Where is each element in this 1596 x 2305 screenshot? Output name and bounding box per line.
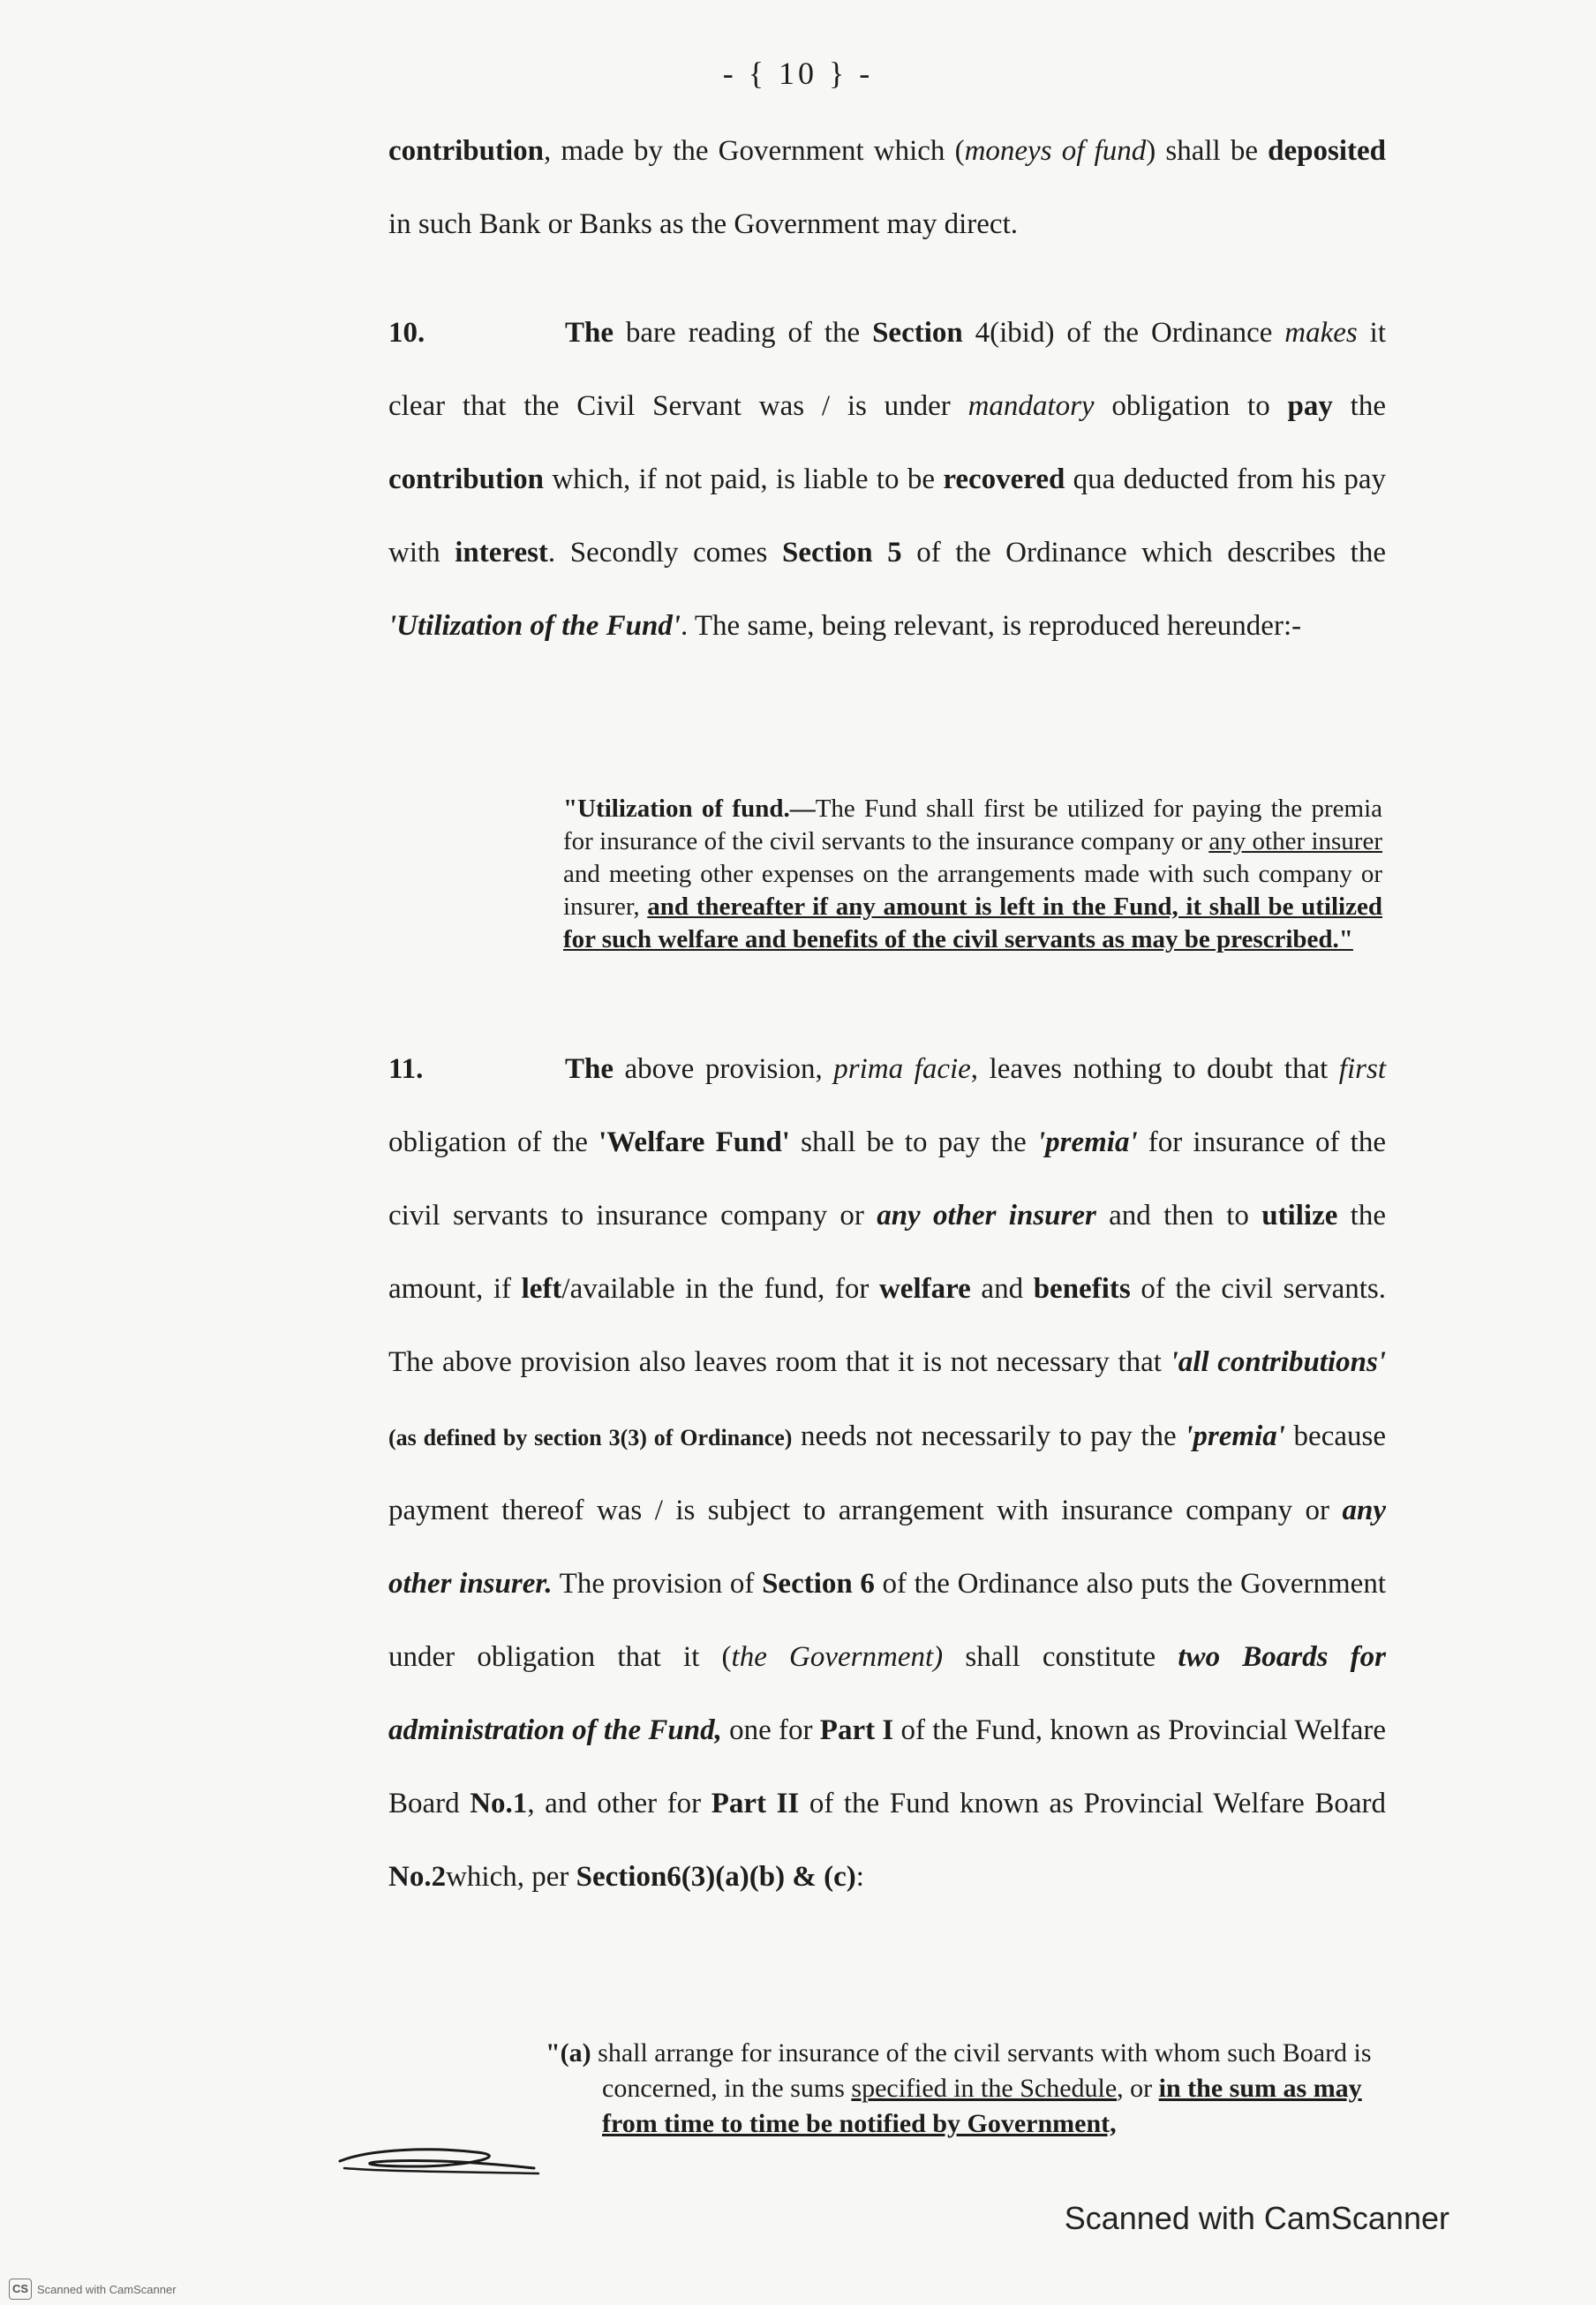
text-bold: Part I <box>819 1714 894 1746</box>
text-contribution: contribution <box>388 135 545 167</box>
text: and <box>970 1273 1034 1305</box>
text: 4(ibid) of the Ordinance <box>962 317 1285 349</box>
text: it clear that the Civil Servant was / is under <box>388 317 1386 422</box>
paragraph-number: 11. <box>388 1053 424 1085</box>
text-bold-italic: 'premia' <box>1036 1126 1138 1158</box>
text-bold: No.2 <box>388 1861 447 1893</box>
scanner-badge <box>9 2279 177 2300</box>
text: . The same, being relevant, is reproduced hereunder:- <box>681 610 1302 642</box>
text-bold: deposited <box>1268 135 1386 167</box>
text-bold: Section6(3)(a)(b) & (c) <box>576 1861 856 1893</box>
text-bold-small: (as defined by section 3(3) of Ordinance) <box>388 1425 793 1450</box>
scanner-badge-text: Scanned with CamScanner <box>37 2282 177 2296</box>
paragraph-11 <box>388 1033 1386 1914</box>
text: needs not necessarily to pay the <box>792 1420 1186 1452</box>
text: one for <box>721 1714 820 1746</box>
text: shall constitute <box>943 1641 1178 1673</box>
text: obligation to <box>1094 390 1288 422</box>
text-bold: contribution <box>388 463 545 495</box>
text-bold: interest <box>455 537 548 569</box>
text-underlined: specified in the Schedule <box>851 2074 1118 2103</box>
text: qua deducted from his pay with <box>388 463 1387 569</box>
text: the <box>1332 390 1386 422</box>
quote-heading: "Utilization of fund.— <box>563 795 816 823</box>
paragraph-10 <box>388 297 1386 663</box>
text-italic: prima facie <box>833 1053 971 1085</box>
text: shall arrange for insurance of the civil servants with whom such Board is concerned, in the sums <box>591 2038 1372 2103</box>
text-bold-italic: two Boards for administration of the Fund, <box>388 1641 1386 1746</box>
text-bold-italic: any other insurer <box>877 1200 1096 1232</box>
paragraph-continuation <box>388 115 1386 261</box>
text: of the civil servants. The above provision also leaves room that it is not necessary that <box>388 1273 1387 1378</box>
text-bold-underlined: and thereafter if any amount is left in the Fund, it shall be utilized for such welfare and benefits of the civil servants as may be prescribed." <box>563 893 1382 953</box>
text: and then to <box>1095 1200 1262 1232</box>
text: /available in the fund, for <box>561 1273 879 1305</box>
text: obligation of the <box>388 1126 599 1158</box>
text-italic: the Government) <box>731 1641 944 1673</box>
text-bold: The <box>565 1053 614 1085</box>
text-bold: utilize <box>1261 1200 1338 1232</box>
text: the amount, if <box>388 1200 1386 1305</box>
text-bold-underlined: in the sum as may from time to time be notified by Government, <box>602 2074 1362 2138</box>
text-bold: 'Welfare Fund' <box>598 1126 790 1158</box>
text-bold-italic: 'Utilization of the Fund' <box>388 610 681 642</box>
text-bold: recovered <box>943 463 1065 495</box>
text: , leaves nothing to doubt that <box>970 1053 1339 1085</box>
page-number: - { 10 } - <box>722 56 874 91</box>
text-bold: benefits <box>1033 1273 1131 1305</box>
text: bare reading of the <box>614 317 873 349</box>
handwritten-signature <box>335 2136 547 2181</box>
text-bold: Part II <box>711 1788 800 1819</box>
text: because payment thereof was / is subject to arrangement with insurance company or <box>388 1420 1386 1526</box>
clause-label: "(a) <box>546 2038 591 2068</box>
text: The provision of <box>552 1568 763 1600</box>
text: . Secondly comes <box>547 537 782 569</box>
text: which, per <box>446 1861 576 1893</box>
text-bold: pay <box>1287 390 1333 422</box>
text: above provision, <box>614 1053 834 1085</box>
text-italic: mandatory <box>967 390 1095 422</box>
text-bold: Section <box>872 317 963 349</box>
text: ) shall be <box>1146 135 1269 167</box>
quote-section-6 <box>546 2036 1384 2142</box>
text: which, if not paid, is liable to be <box>544 463 944 495</box>
paragraph-number: 10. <box>388 317 425 349</box>
text-bold: left <box>521 1273 562 1305</box>
text-underlined: any other insurer <box>1208 827 1382 855</box>
text-bold-italic: any other insurer. <box>388 1495 1386 1600</box>
text: , made by the Government which ( <box>544 135 965 167</box>
text-bold-italic: 'all contributions' <box>1170 1346 1386 1378</box>
text: of the Ordinance also puts the Government under obligation that it ( <box>388 1568 1386 1673</box>
text: in such Bank or Banks as the Government may direct. <box>388 208 1018 240</box>
text-bold: Section 5 <box>781 537 902 569</box>
text: and meeting other expenses on the arrangements made with such company or insurer, <box>563 860 1382 921</box>
text: , and other for <box>527 1788 711 1819</box>
text-bold: The <box>565 317 614 349</box>
text: for insurance of the civil servants to insurance company or <box>388 1126 1386 1232</box>
text-bold: No.1 <box>470 1788 528 1819</box>
text: : <box>855 1861 864 1893</box>
text: , or <box>1117 2074 1159 2103</box>
text: of the Fund, known as Provincial Welfare Board <box>388 1714 1386 1819</box>
text: of the Fund known as Provincial Welfare Board <box>799 1788 1387 1819</box>
text: The Fund shall first be utilized for paying the premia for insurance of the civil servants to the insurance company or <box>563 795 1382 855</box>
text-italic: moneys of fund <box>964 135 1147 167</box>
text-bold: Section 6 <box>762 1568 875 1600</box>
text: shall be to pay the <box>789 1126 1037 1158</box>
scanner-footer: Scanned with CamScanner <box>1064 2200 1449 2236</box>
text-italic: first <box>1338 1053 1386 1085</box>
text-bold-italic: 'premia' <box>1185 1420 1285 1452</box>
quote-utilization-of-fund <box>563 793 1382 956</box>
camscanner-logo-icon: CS <box>9 2279 32 2300</box>
text-bold: welfare <box>878 1273 971 1305</box>
text: of the Ordinance which describes the <box>901 537 1387 569</box>
text-italic: makes <box>1284 317 1358 349</box>
